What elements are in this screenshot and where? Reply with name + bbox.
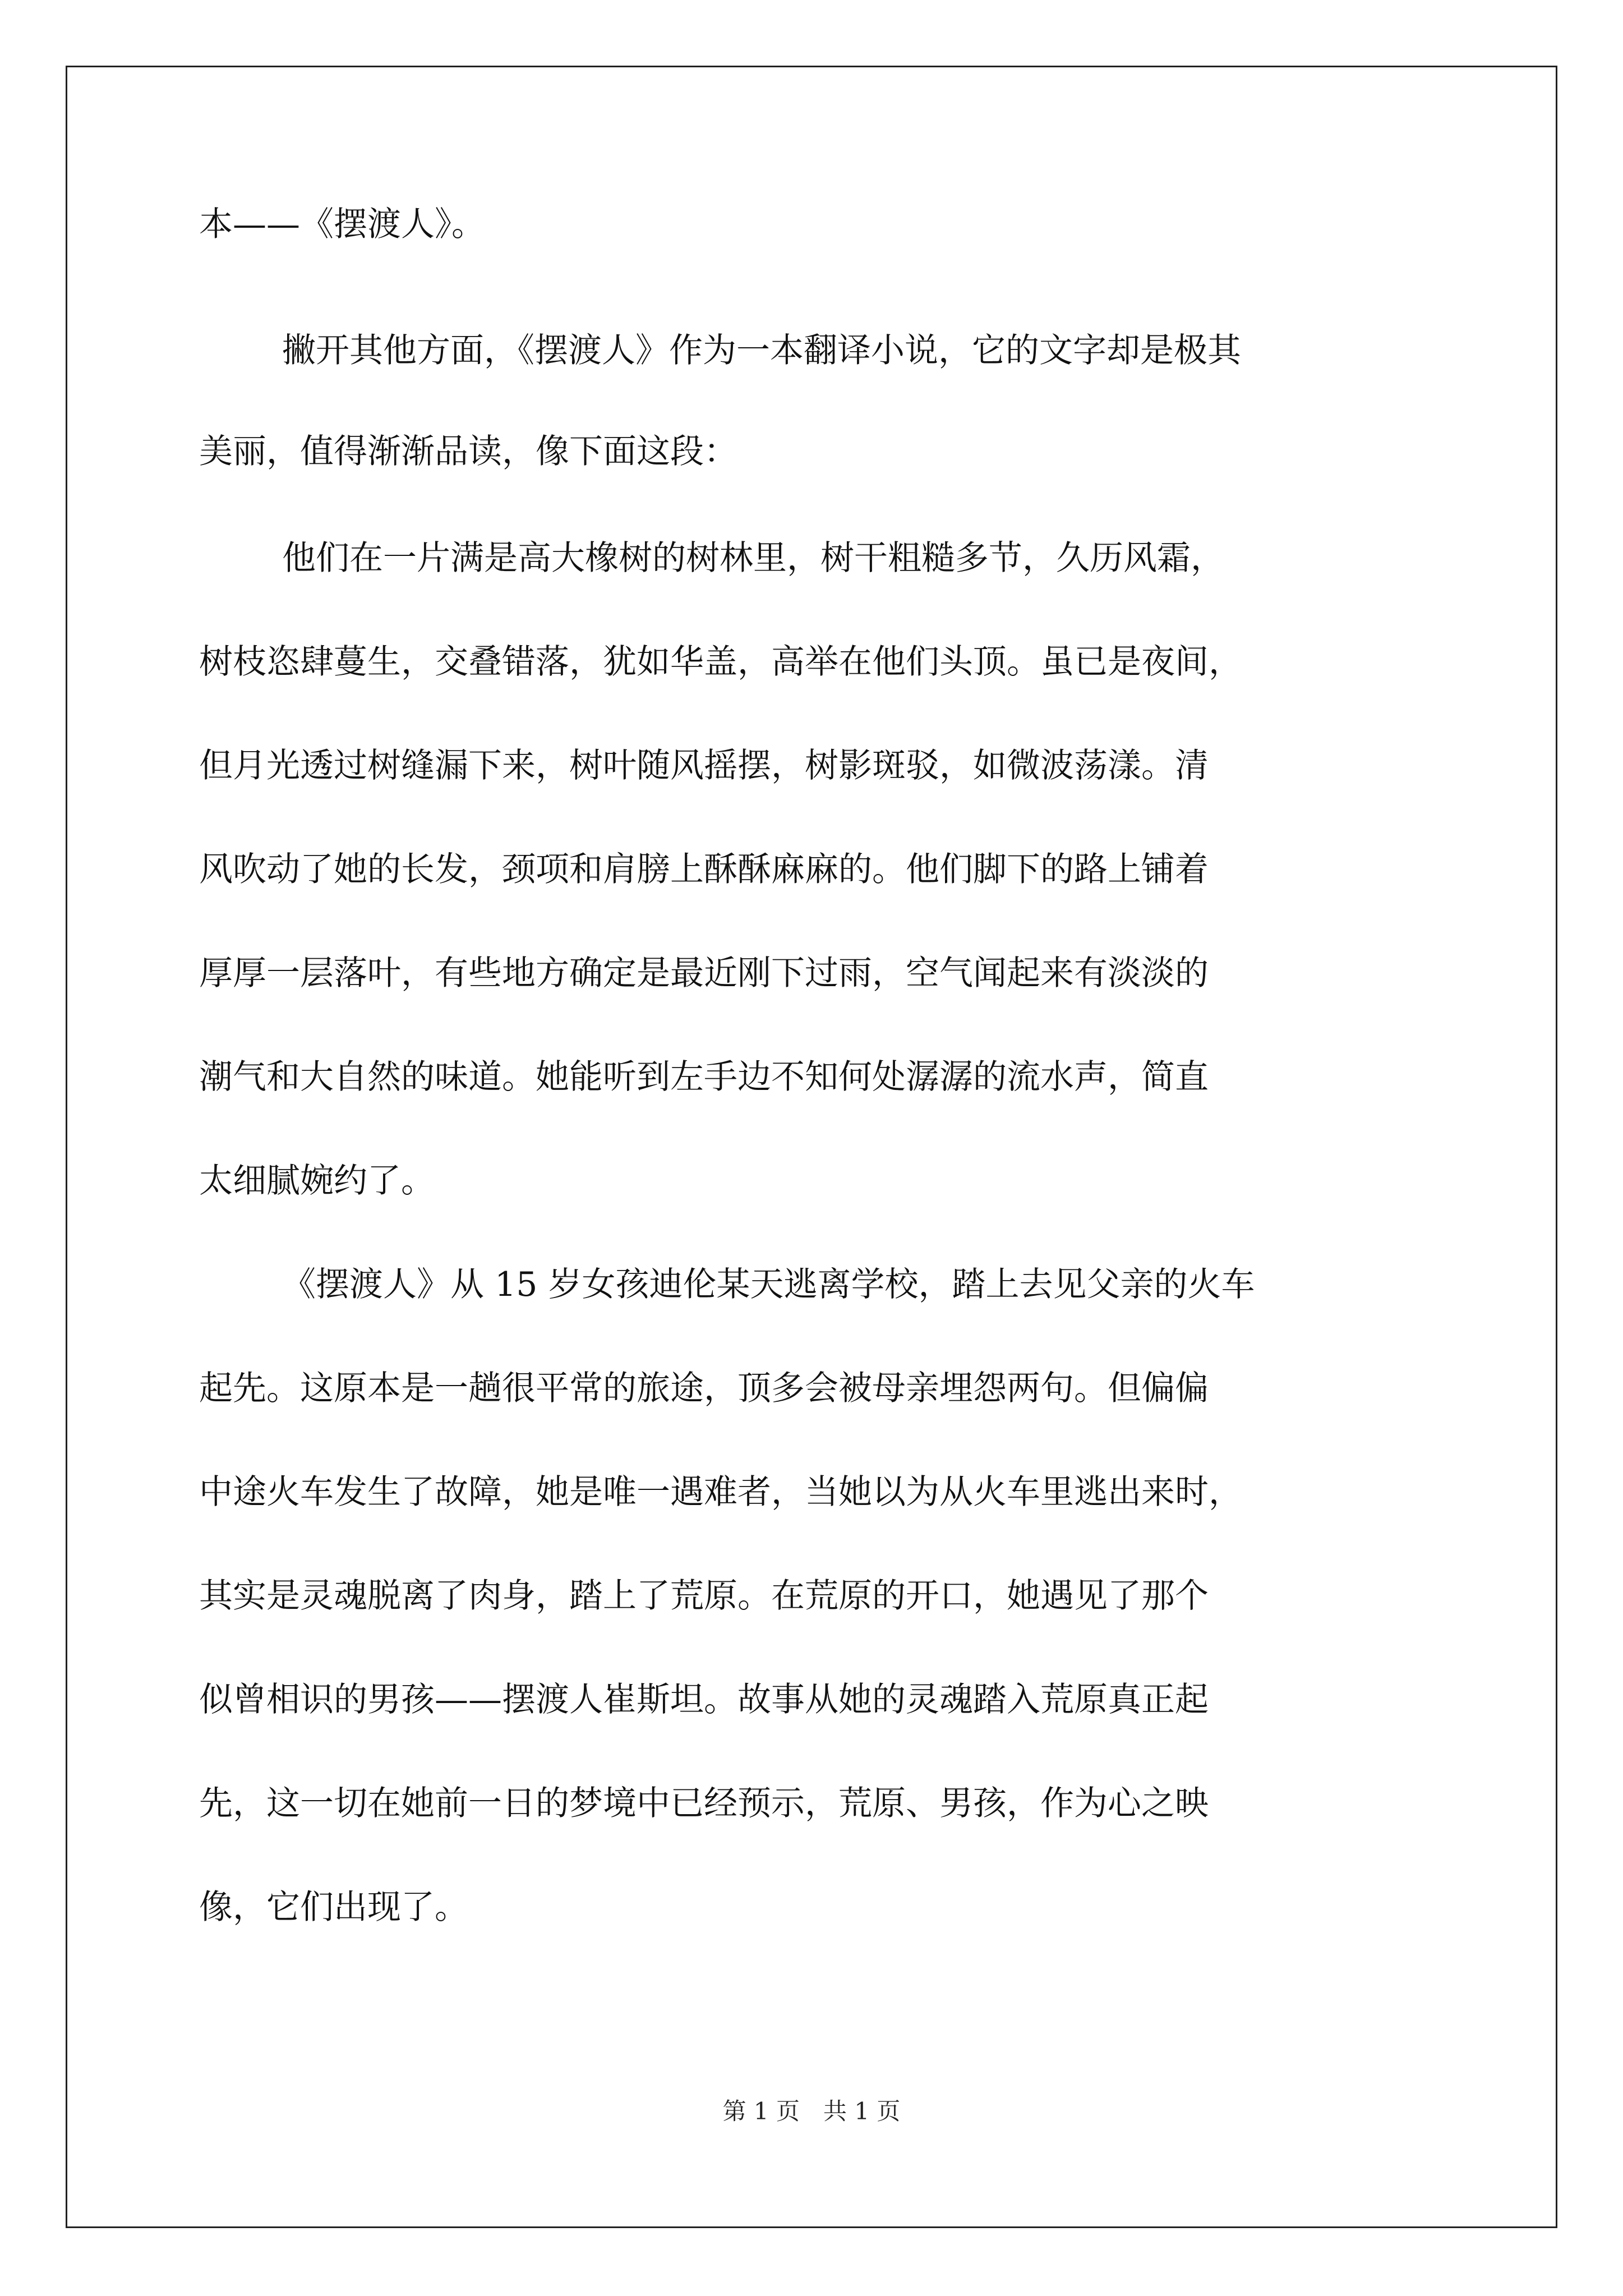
text-line: 美丽，值得渐渐品读，像下面这段： [199, 432, 737, 471]
text-line: 潮气和大自然的味道。她能听到左手边不知何处潺潺的流水声，简直 [199, 1057, 1209, 1097]
text-line: 厚厚一层落叶，有些地方确定是最近刚下过雨，空气闻起来有淡淡的 [199, 954, 1209, 993]
text-line: 撇开其他方面，《摆渡人》作为一本翻译小说，它的文字却是极其 [282, 331, 1241, 370]
text-line: 树枝恣肆蔓生，交叠错落，犹如华盖，高举在他们头顶。虽已是夜间， [199, 642, 1242, 682]
text-line: 似曾相识的男孩——摆渡人崔斯坦。故事从她的灵魂踏入荒原真正起 [199, 1680, 1209, 1719]
text-line: 但月光透过树缝漏下来，树叶随风摇摆，树影斑驳，如微波荡漾。清 [199, 746, 1209, 785]
text-line: 起先。这原本是一趟很平常的旅途，顶多会被母亲埋怨两句。但偏偏 [199, 1369, 1209, 1408]
text-line: 先，这一切在她前一日的梦境中已经预示，荒原、男孩，作为心之映 [199, 1784, 1209, 1823]
text-line: 风吹动了她的长发，颈项和肩膀上酥酥麻麻的。他们脚下的路上铺着 [199, 850, 1209, 889]
text-line: 他们在一片满是高大橡树的树林里，树干粗糙多节，久历风霜， [282, 539, 1224, 578]
page-number-footer: 第 1 页 共 1 页 [722, 2097, 901, 2125]
text-line: 本——《摆渡人》。 [199, 205, 485, 244]
text-line: 其实是灵魂脱离了肉身，踏上了荒原。在荒原的开口，她遇见了那个 [199, 1576, 1209, 1616]
text-line: 像，它们出现了。 [199, 1888, 468, 1927]
text-line: 《摆渡人》从 15 岁女孩迪伦某天逃离学校，踏上去见父亲的火车 [282, 1265, 1255, 1304]
text-line: 中途火车发生了故障，她是唯一遇难者，当她以为从火车里逃出来时， [199, 1473, 1242, 1512]
text-line: 太细腻婉约了。 [199, 1161, 435, 1200]
